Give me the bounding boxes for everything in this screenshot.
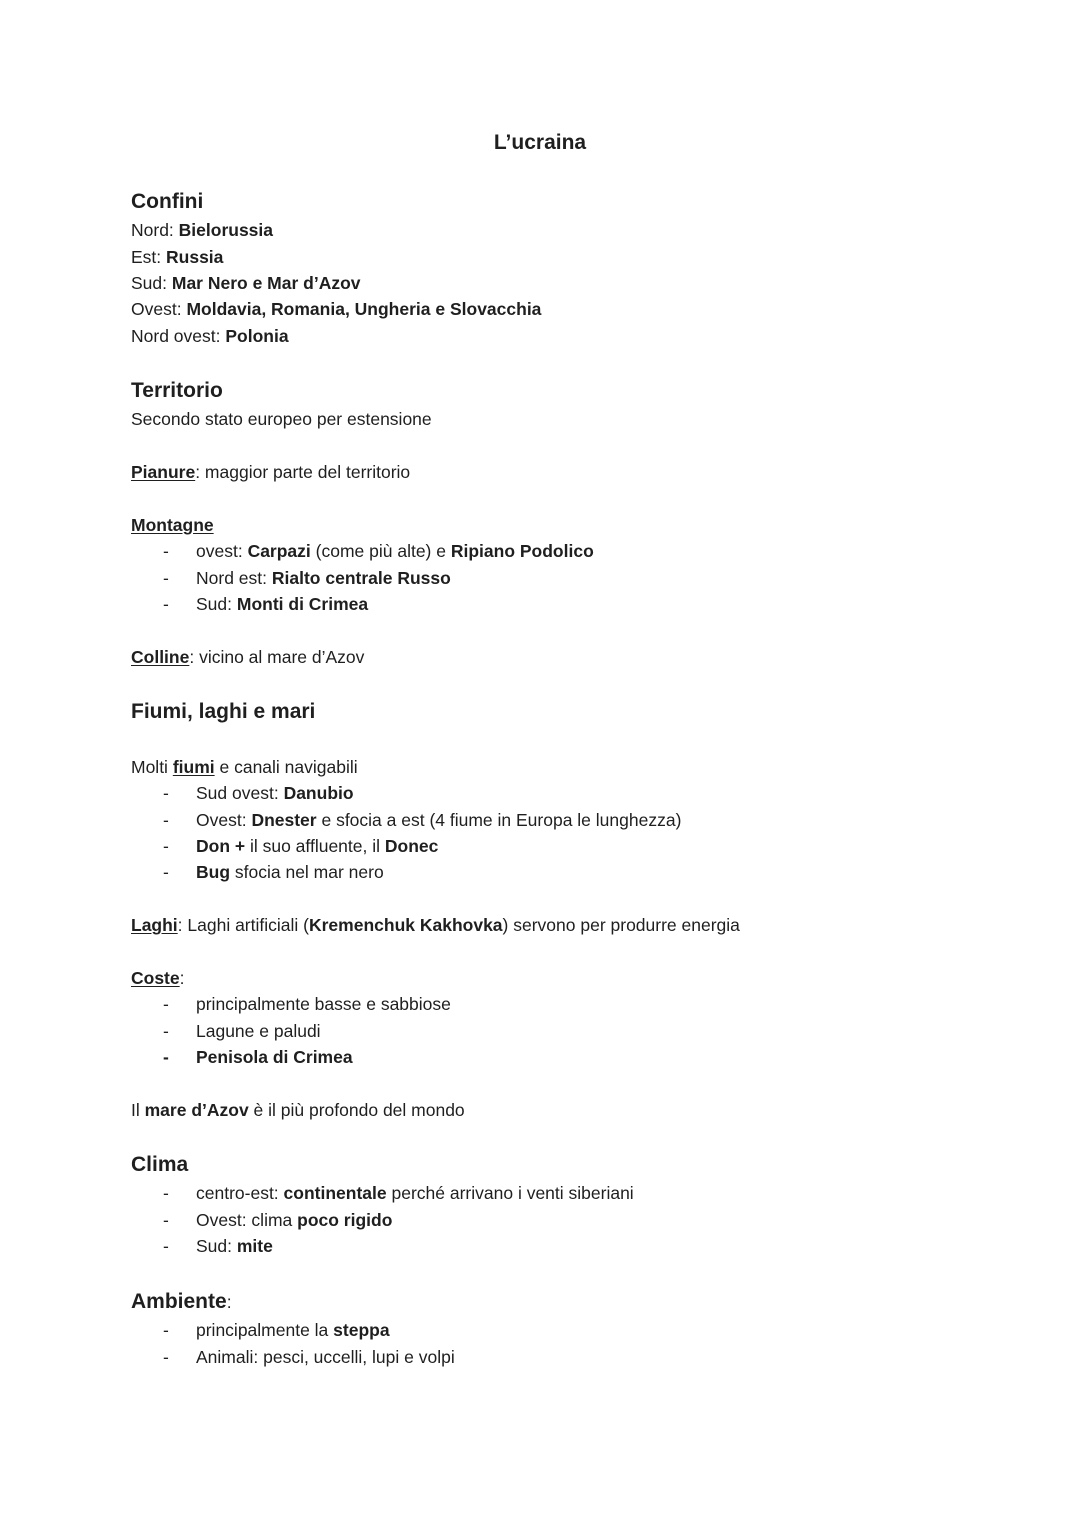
laghi-line: Laghi: Laghi artificiali (Kremenchuk Kakhovka) servono per produrre energia bbox=[131, 915, 740, 935]
page-title: L’ucraina bbox=[493, 131, 587, 154]
coste-label: Coste: bbox=[131, 968, 185, 988]
pianure-line: Pianure: maggior parte del territorio bbox=[131, 462, 411, 482]
document-page: L’ucraina Confini Nord: Bielorussia Est: Russia Sud: Mar Nero e Mar d’Azov Ovest: Moldavia, Romania, Ungheria e Slovacchia Nord ovest: Polonia Territorio Secondo stato europeo per estensione Pianure: maggior parte del territorio Montagne - ovest: Carpazi (come più alte) e Ripiano Podolico - Nord est: Rialto centrale Russo - Sud: Monti di Crimea Colline: vicino al mare d’Azov Fiumi, laghi e mari Molti fiumi e canali navigabili - Sud ovest: Danubio - Ovest: Dnester e sfocia a est (4 fiume in Europa le lunghezza) - Don + il suo affluente, il Donec - Bug sfocia nel mar nero Laghi: Laghi artificiali (Kremenchuk Kakhovka) servono per produrre energia Coste: - principalmente basse e sabbiose - Lagune e paludi - Penisola di Crimea Il mare d’Azov è il più profondo del mondo Clima - centro-est: continentale perché arrivano i venti siberiani - Ovest: clima poco rigido - Sud: mite Ambiente: - principalmente la steppa - Animali: pesci, uccelli, lupi e volpi bbox=[0, 0, 1080, 1525]
colline-line: Colline: vicino al mare d’Azov bbox=[131, 647, 365, 667]
heading-clima: Clima bbox=[131, 1153, 189, 1176]
montagne-label: Montagne bbox=[131, 515, 214, 535]
confine-nord-ovest: Nord ovest: Polonia bbox=[131, 326, 289, 346]
fiumi-intro: Molti fiumi e canali navigabili bbox=[131, 757, 358, 777]
heading-fiumi: Fiumi, laghi e mari bbox=[131, 700, 316, 723]
heading-territorio: Territorio bbox=[131, 379, 223, 402]
confine-sud: Sud: Mar Nero e Mar d’Azov bbox=[131, 273, 361, 293]
heading-confini: Confini bbox=[131, 190, 204, 213]
confine-nord: Nord: Bielorussia bbox=[131, 220, 274, 240]
confine-ovest: Ovest: Moldavia, Romania, Ungheria e Slovacchia bbox=[131, 299, 542, 319]
territorio-intro: Secondo stato europeo per estensione bbox=[131, 409, 432, 429]
azov-line: Il mare d’Azov è il più profondo del mondo bbox=[131, 1100, 465, 1120]
confine-est: Est: Russia bbox=[131, 247, 224, 267]
heading-ambiente: Ambiente: bbox=[131, 1290, 232, 1313]
